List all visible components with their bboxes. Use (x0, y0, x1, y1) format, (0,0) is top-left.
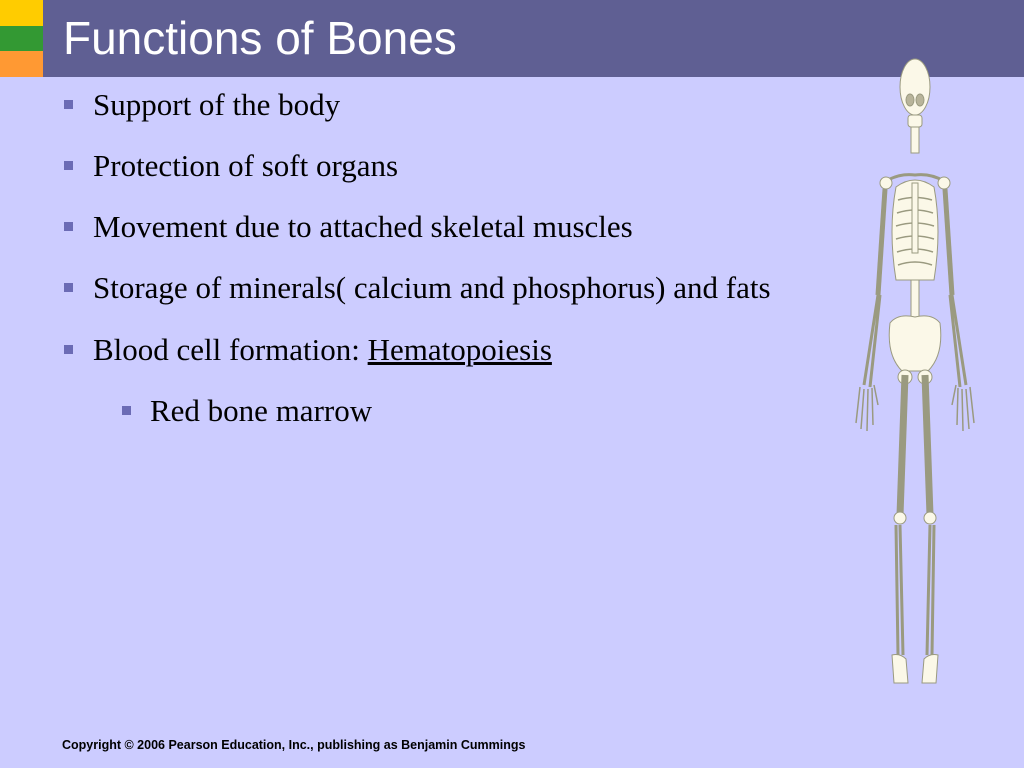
bullet-icon (64, 100, 73, 109)
decor-yellow-block (0, 0, 43, 26)
sub-bullet-item (150, 391, 372, 431)
bullet-text: Movement due to attached skeletal muscles (93, 209, 633, 244)
bullet-icon (122, 406, 131, 415)
bullet-icon (64, 222, 73, 231)
bullet-text: Support of the body (93, 87, 341, 122)
bullet-text: Protection of soft organs (93, 148, 399, 183)
sub-bullet-text: Red bone marrow (150, 393, 373, 428)
decor-green-block (0, 26, 43, 51)
bullet-item (93, 268, 771, 308)
hematopoiesis-link[interactable]: Hematopoiesis (367, 332, 552, 367)
bullet-text: Blood cell formation: (93, 332, 368, 367)
bullet-icon (64, 345, 73, 354)
bullet-icon (64, 283, 73, 292)
bullet-item (93, 207, 633, 247)
slide-title: Functions of Bones (63, 12, 457, 64)
bullet-text: Storage of minerals( calcium and phosphorus) and fats (93, 270, 771, 305)
copyright-footer: Copyright © 2006 Pearson Education, Inc., publishing as Benjamin Cummings (62, 738, 526, 752)
skeleton-illustration-icon (850, 55, 980, 687)
bullet-item (93, 330, 552, 370)
bullet-item (93, 146, 398, 186)
bullet-icon (64, 161, 73, 170)
bullet-item (93, 85, 340, 125)
decor-orange-block (0, 51, 43, 77)
